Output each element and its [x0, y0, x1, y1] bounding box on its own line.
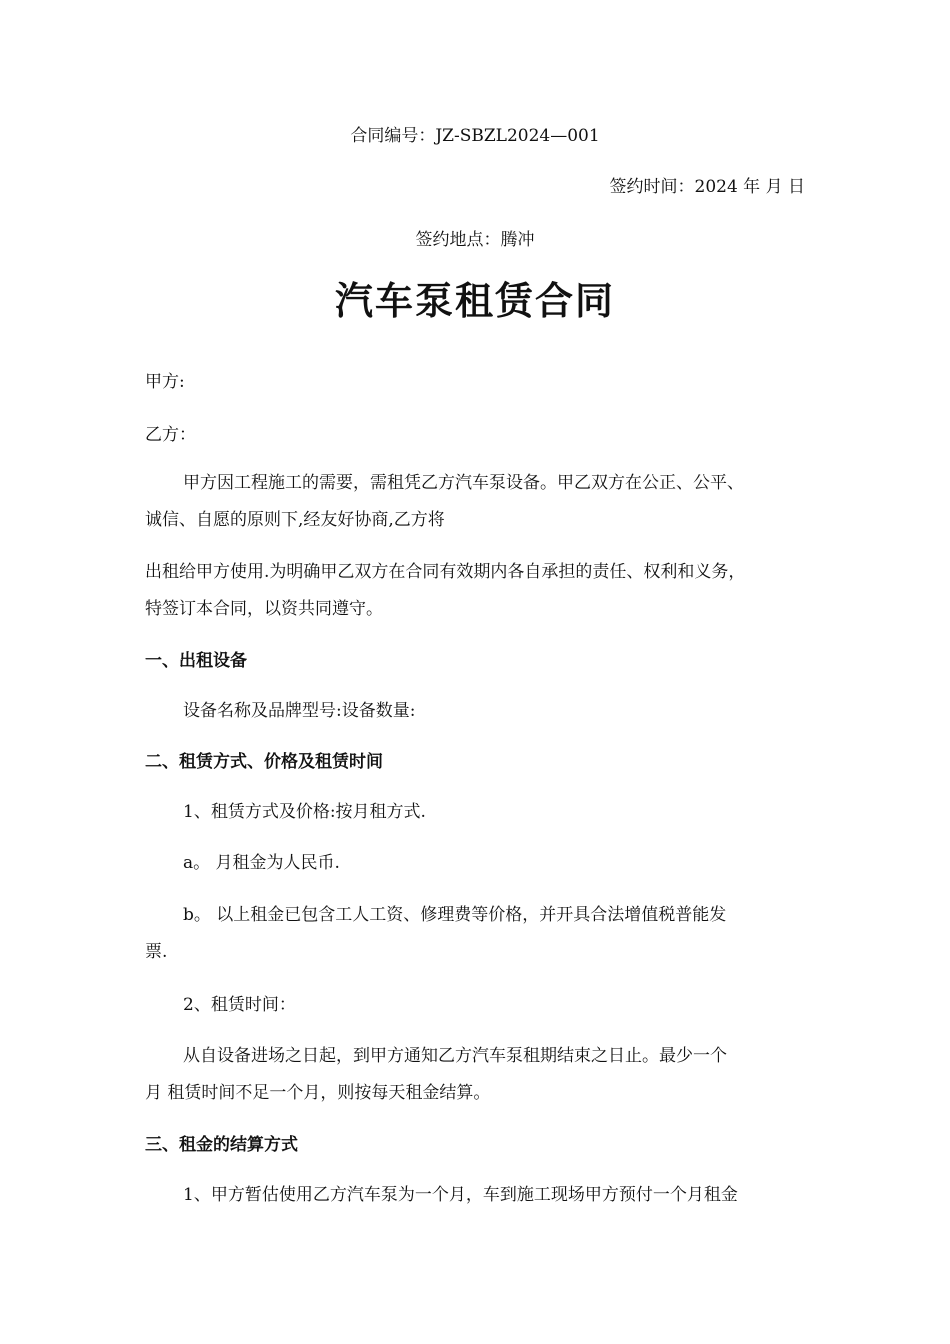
- lease-method: 1、租赁方式及价格:按月租方式.: [183, 802, 426, 822]
- section-2-heading: 二、租赁方式、价格及租赁时间: [145, 752, 383, 772]
- rent-includes-line-1: b。 以上租金已包含工人工资、修理费等价格，并开具合法增值税普能发: [183, 905, 727, 925]
- signing-place: 签约地点：腾冲: [415, 230, 535, 250]
- settlement-line-1: 1、甲方暂估使用乙方汽车泵为一个月，车到施工现场甲方预付一个月租金: [183, 1185, 738, 1205]
- rent-includes-line-2: 票.: [145, 942, 168, 962]
- signing-date: 签约时间：2024 年 月 日: [609, 177, 805, 197]
- section-3-heading: 三、租金的结算方式: [145, 1135, 298, 1155]
- party-b: 乙方：: [145, 425, 196, 445]
- document-title: 汽车泵租赁合同: [334, 278, 615, 323]
- intro-line-3: 出租给甲方使用.为明确甲乙双方在合同有效期内各自承担的责任、权利和义务，: [145, 562, 746, 582]
- section-1-heading: 一、出租设备: [145, 651, 247, 671]
- lease-period-line-2: 月 租赁时间不足一个月，则按每天租金结算。: [145, 1083, 491, 1103]
- lease-time-label: 2、租赁时间：: [183, 995, 296, 1015]
- monthly-rent: a。 月租金为人民币.: [183, 853, 340, 873]
- intro-line-4: 特签订本合同，以资共同遵守。: [145, 599, 383, 619]
- party-a: 甲方:: [145, 372, 185, 392]
- intro-line-1: 甲方因工程施工的需要，需租凭乙方汽车泵设备。甲乙双方在公正、公平、: [183, 473, 744, 493]
- equipment-line: 设备名称及品牌型号:设备数量:: [183, 701, 416, 721]
- intro-line-2: 诚信、自愿的原则下,经友好协商,乙方将: [145, 510, 445, 530]
- contract-number: 合同编号：JZ-SBZL2024—001: [350, 126, 600, 146]
- lease-period-line-1: 从自设备进场之日起，到甲方通知乙方汽车泵租期结束之日止。最少一个: [183, 1046, 727, 1066]
